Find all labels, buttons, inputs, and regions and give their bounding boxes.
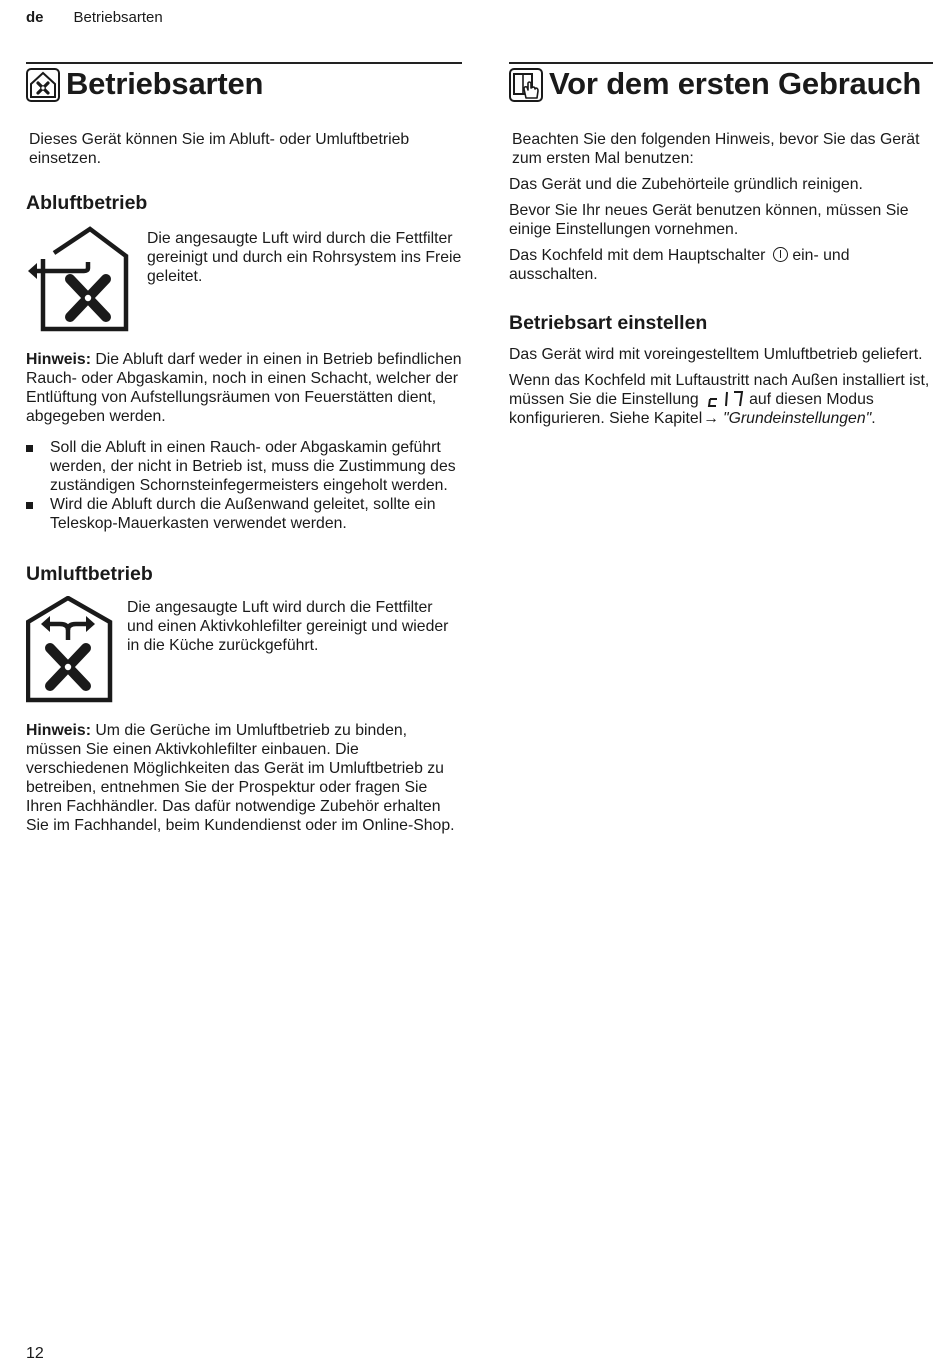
running-section-title: Betriebsarten [73, 9, 163, 26]
list-item: Soll die Abluft in einen Rauch- oder Abgaskamin geführt werden, der nicht in Betrieb ist, muss die Zustimmung des zuständigen Schornsteinfegermeisters eingeholt werden. [26, 438, 462, 495]
note-label: Hinweis: [26, 722, 91, 739]
running-header [26, 9, 163, 26]
abluft-description: Die angesaugte Luft wird durch die Fettfilter gereinigt und durch ein Rohrsystem ins Freie geleitet. [147, 230, 462, 285]
right-column [509, 62, 933, 435]
section-heading-betriebsarten [26, 62, 462, 112]
abluft-note [26, 350, 462, 426]
subheading-abluftbetrieb: Abluftbetrieb [26, 192, 148, 214]
section-title: Vor dem ersten Gebrauch [549, 66, 922, 101]
cleaning-paragraph: Das Gerät und die Zubehörteile gründlich reinigen. [509, 176, 863, 193]
umluft-note [26, 721, 462, 835]
chapter-reference-link[interactable]: "Grundeinstellungen" [723, 410, 872, 427]
bullet-square-icon [26, 445, 33, 452]
umluft-figure-row [26, 596, 462, 709]
configure-mode-paragraph: Wenn das Kochfeld mit Luftaustritt nach Außen installiert ist, müssen Sie die Einstellung auf diesen Modus konfigurieren. Siehe Kapitel→ "Grundeinstellungen". [509, 372, 930, 427]
abluft-figure-row [26, 225, 462, 338]
section-title: Betriebsarten [66, 66, 264, 101]
default-mode-paragraph: Das Gerät wird mit voreingestelltem Umluftbetrieb geliefert. [509, 346, 923, 363]
umluft-description: Die angesaugte Luft wird durch die Fettfilter und einen Aktivkohlefilter gereinigt und wieder in die Küche zurückgeführt. [127, 599, 449, 654]
display-code-c17 [707, 391, 745, 407]
main-switch-paragraph: Das Kochfeld mit dem Hauptschalter ein- und ausschalten. [509, 247, 850, 283]
recirculation-mode-icon [26, 596, 114, 704]
operating-modes-icon [26, 68, 60, 102]
page-number: 12 [26, 1345, 44, 1362]
left-column [26, 62, 462, 842]
exhaust-air-mode-icon [26, 225, 130, 333]
subheading-betriebsart-einstellen: Betriebsart einstellen [509, 312, 708, 334]
intro-paragraph: Dieses Gerät können Sie im Abluft- oder Umluftbetrieb einsetzen. [29, 131, 410, 167]
note-text: Um die Gerüche im Umluftbetrieb zu binden, müssen Sie einen Aktivkohlefilter einbauen. Die verschiedenen Möglichkeiten das Gerät im Umluftbetrieb zu betreiben, entnehmen Sie der Prospektur oder fragen Sie Ihren Fachhändler. Das dafür notwendige Zubehör erhalten Sie im Fachhandel, beim Kundendienst oder im Online-Shop. [26, 722, 455, 834]
manual-hand-icon [509, 68, 543, 102]
note-text: Die Abluft darf weder in einen in Betrieb befindlichen Rauch- oder Abgaskamin, noch in einen Schacht, welcher der Entlüftung von Aufstellungsräumen von Feuerstätten dient, abgegeben werden. [26, 351, 462, 425]
section-heading-vor-dem-ersten-gebrauch [509, 62, 933, 112]
first-use-paragraph: Beachten Sie den folgenden Hinweis, bevor Sie das Gerät zum ersten Mal benutzen: [512, 131, 920, 167]
subheading-umluftbetrieb: Umluftbetrieb [26, 563, 153, 585]
power-icon [773, 247, 788, 262]
note-label: Hinweis: [26, 351, 91, 368]
settings-paragraph: Bevor Sie Ihr neues Gerät benutzen können, müssen Sie einige Einstellungen vornehmen. [509, 202, 909, 238]
language-code: de [26, 9, 44, 26]
list-item: Wird die Abluft durch die Außenwand geleitet, sollte ein Teleskop-Mauerkasten verwendet werden. [26, 495, 462, 533]
arrow-right-icon: → [703, 410, 720, 427]
abluft-bullet-list [26, 438, 462, 533]
bullet-square-icon [26, 502, 33, 509]
